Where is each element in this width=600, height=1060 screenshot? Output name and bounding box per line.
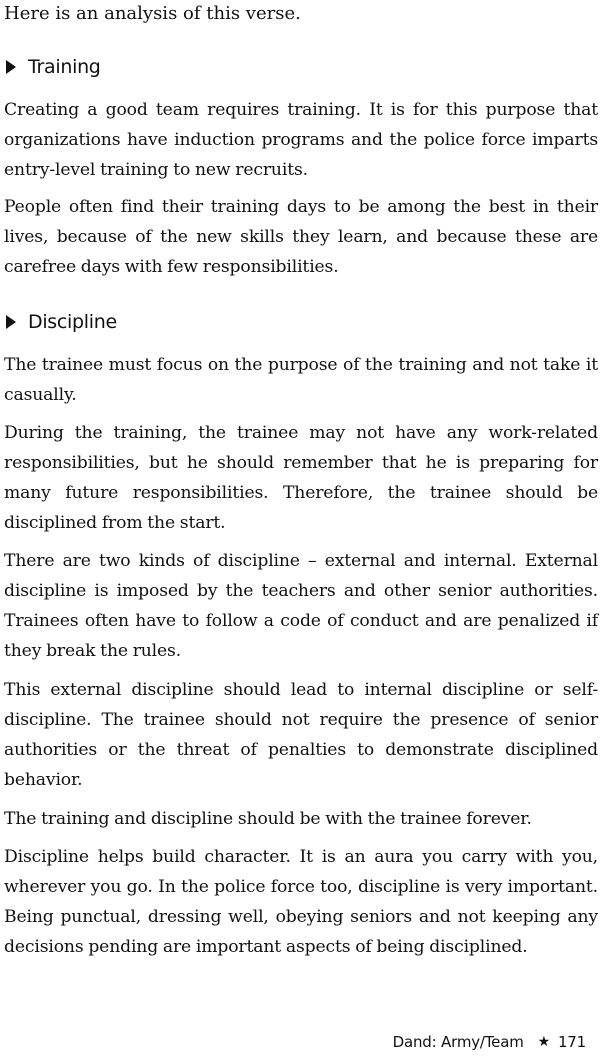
running-head: Dand: Army/Team [392, 1033, 524, 1051]
paragraph: Creating a good team requires training. It is for this purpose that organizations have induction programs and the police force imparts entry-level training to new recruits. [4, 100, 598, 180]
page-number: 171 [557, 1033, 586, 1051]
paragraph: People often find their training days to be among the best in their lives, because of the new skills they learn, and because these are carefree days with few responsibilities. [4, 197, 598, 277]
triangle-bullet-icon [6, 315, 16, 329]
paragraph: Discipline helps build character. It is an aura you carry with you, wherever you go. In the police force too, discipline is very important. Being punctual, dressing well, obeying seniors and not keeping any decisions pending are important aspects of being disciplined. [4, 847, 598, 957]
section-heading-discipline [4, 311, 117, 333]
section-heading-training [4, 56, 101, 78]
paragraph: The trainee must focus on the purpose of the training and not take it casually. [4, 355, 598, 405]
paragraph: During the training, the trainee may not have any work-related responsibilities, but he should remember that he is preparing for many future responsibilities. Therefore, the trainee should be disciplined from the start. [4, 423, 598, 533]
paragraph: There are two kinds of discipline – external and internal. External discipline is imposed by the teachers and other senior authorities. Trainees often have to follow a code of conduct and are penalized if they break the rules. [4, 551, 598, 661]
section-heading-label: Training [28, 56, 101, 78]
paragraph: This external discipline should lead to internal discipline or self-discipline. The trainee should not require the presence of senior authorities or the threat of penalties to demonstrate disciplined behavior. [4, 680, 598, 790]
page-footer [393, 1033, 586, 1051]
section-heading-label: Discipline [28, 311, 117, 333]
star-icon: ★ [537, 1034, 550, 1050]
intro-text: Here is an analysis of this verse. [4, 3, 301, 24]
triangle-bullet-icon [6, 60, 16, 74]
paragraph: The training and discipline should be with the trainee forever. [4, 809, 532, 829]
